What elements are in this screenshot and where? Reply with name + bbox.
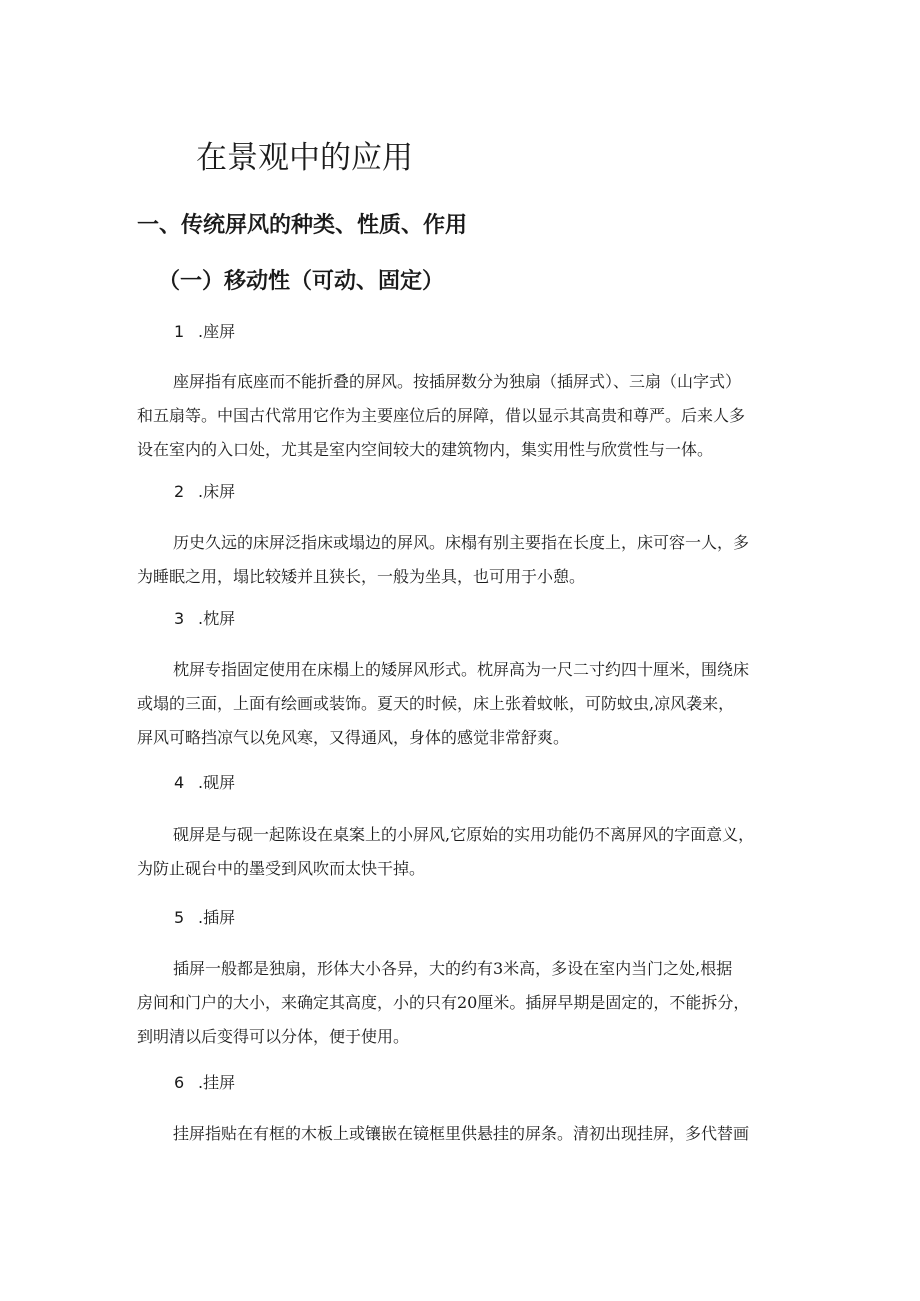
document-title: 在景观中的应用 xyxy=(196,140,413,176)
paragraph-1 xyxy=(137,365,797,467)
paragraph-5 xyxy=(137,952,797,1054)
item-heading-4 xyxy=(174,771,235,795)
item-number: 4 xyxy=(174,773,185,792)
section-heading: 一、传统屏风的种类、性质、作用 xyxy=(137,213,468,238)
item-heading-6 xyxy=(174,1071,235,1095)
item-heading-1 xyxy=(174,320,235,344)
paragraph-2 xyxy=(137,526,797,594)
item-number: 2 xyxy=(174,482,185,501)
paragraph-line: 或塌的三面，上面有绘画或装饰。夏天的时候，床上张着蚊帐，可防蚊虫,凉风袭来， xyxy=(137,694,735,713)
item-label: .枕屏 xyxy=(198,609,236,628)
paragraph-line: 枕屏专指固定使用在床榻上的矮屏风形式。枕屏高为一尺二寸约四十厘米，围绕床 xyxy=(173,660,750,679)
paragraph-line: 历史久远的床屏泛指床或塌边的屏风。床榻有别主要指在长度上，床可容一人，多 xyxy=(173,533,750,552)
item-number: 6 xyxy=(174,1073,185,1092)
paragraph-3 xyxy=(137,653,797,755)
paragraph-line: 到明清以后变得可以分体，便于使用。 xyxy=(137,1027,410,1046)
item-label: .插屏 xyxy=(198,908,236,927)
paragraph-line: 为睡眠之用，塌比较矮并且狭长，一般为坐具，也可用于小憩。 xyxy=(137,567,586,586)
item-label: .座屏 xyxy=(198,322,236,341)
paragraph-line: 和五扇等。中国古代常用它作为主要座位后的屏障，借以显示其高贵和尊严。后来人多 xyxy=(137,406,746,425)
item-label: .挂屏 xyxy=(198,1073,236,1092)
item-heading-5 xyxy=(174,906,235,930)
paragraph-line: 设在室内的入口处，尤其是室内空间较大的建筑物内，集实用性与欣赏性与一体。 xyxy=(137,440,714,459)
paragraph-line: 插屏一般都是独扇，形体大小各异，大的约有3米高，多设在室内当门之处,根据 xyxy=(173,959,733,978)
item-number: 1 xyxy=(174,322,185,341)
item-label: .砚屏 xyxy=(198,773,236,792)
subsection-heading: （一）移动性（可动、固定） xyxy=(158,269,445,294)
paragraph-line: 座屏指有底座而不能折叠的屏风。按插屏数分为独扇（插屏式）、三扇（山字式） xyxy=(173,372,742,391)
item-number: 5 xyxy=(174,908,185,927)
paragraph-line: 屏风可略挡凉气以免风寒，又得通风，身体的感觉非常舒爽。 xyxy=(137,728,570,747)
item-label: .床屏 xyxy=(198,482,236,501)
paragraph-line: 为防止砚台中的墨受到风吹而太快干掉。 xyxy=(137,859,426,878)
paragraph-line: 砚屏是与砚一起陈设在桌案上的小屏风,它原始的实用功能仍不离屏风的字面意义， xyxy=(173,825,755,844)
paragraph-line: 挂屏指贴在有框的木板上或镶嵌在镜框里供悬挂的屏条。清初出现挂屏，多代替画 xyxy=(173,1124,750,1143)
item-heading-2 xyxy=(174,480,235,504)
item-number: 3 xyxy=(174,609,185,628)
paragraph-4 xyxy=(137,818,797,886)
paragraph-line: 房间和门户的大小，来确定其高度，小的只有20厘米。插屏早期是固定的，不能拆分， xyxy=(137,993,750,1012)
paragraph-6 xyxy=(137,1117,797,1151)
item-heading-3 xyxy=(174,607,235,631)
